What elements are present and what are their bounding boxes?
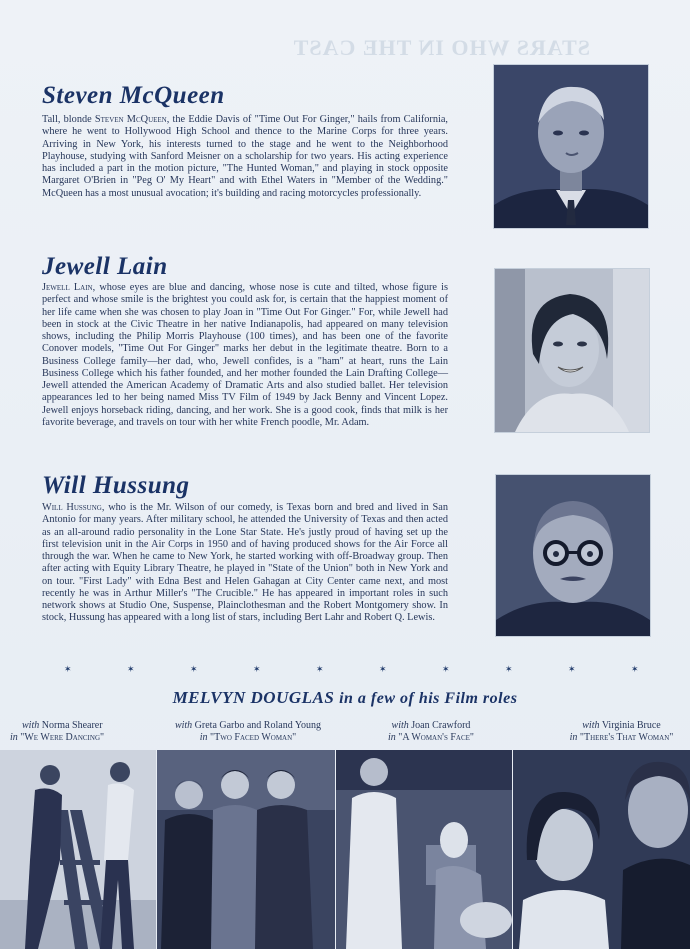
photo-jewell-lain (494, 268, 650, 433)
star-divider (0, 665, 690, 681)
star-icon: ✶ (253, 665, 261, 675)
star-icon: ✶ (64, 665, 72, 675)
caption-two-faced-woman: with Greta Garbo and Roland Young in "Two Faced Woman" (174, 720, 322, 743)
bio-text-mcqueen: Tall, blonde Steven McQueen, the Eddie Davis of "Time Out For Ginger," hails from California, where he went to Hollywood High School and thence to the Marine Corps for three years. Arriving in New York, his interests turned to the stage and he went to the Neighborhood Playhouse, studying with Sanford Meisner on a scholarship for two years. His acting experience has included a part in the motion picture, "The Hunted Woman," and playing in stock opposite Margaret O'Brien in "Peg O' My Heart" and with Ethel Waters in "Member of the Wedding." McQueen has a most unusual avocation; it's building and racing motorcycles professionally. (42, 114, 448, 199)
star-icon: ✶ (190, 665, 198, 675)
caption-theres-that-woman: with Virginia Bruce in "There's That Woman" (569, 720, 674, 743)
photo-will-hussung (495, 474, 651, 637)
bio-name-mcqueen: Steven McQueen (42, 82, 225, 109)
star-icon: ✶ (631, 665, 639, 675)
star-icon: ✶ (442, 665, 450, 675)
star-icon: ✶ (379, 665, 387, 675)
bleed-through-text: STARS WHO IN THE CAST (292, 35, 590, 60)
still-we-were-dancing (0, 750, 156, 949)
star-icon: ✶ (505, 665, 513, 675)
photo-steven-mcqueen (493, 64, 649, 229)
bio-name-lain: Jewell Lain (42, 253, 168, 280)
star-icon: ✶ (568, 665, 576, 675)
star-icon: ✶ (127, 665, 135, 675)
caption-we-were-dancing: with Norma Shearer in "We Were Dancing" (10, 720, 105, 743)
still-a-womans-face (336, 750, 512, 949)
bio-text-lain: Jewell Lain, whose eyes are blue and dancing, whose nose is cute and tilted, whose figure is perfect and whose smile is the brightest you could ask for, is certain that the happiest moment of her life came when she was chosen to play Joan in "Time Out For Ginger." For, while Jewell had been in stock at the Civic Theatre in her native Indianapolis, had appeared on many television shows, including the Philip Morris Playhouse (100 times), and has been one of the favorite Conover models, "Time Out For Ginger" marks her debut in the legitimate theatre. Born to a Business College family—her dad, who, Jewell confides, is a "ham" at heart, runs the Lain Business College which his father founded, and her mother founded the Lain Drafting College—Jewell attended the American Academy of Dramatic Arts and also studied ballet. Her television appearances led to her being named Miss TV Film of 1949 by Jack Benny and Vincent Lopez. Jewell enjoys horseback riding, dancing, and her work. She is a good cook, finds that milk is her favorite beverage, and travels on tour with her white French poodle, Mr. Adam. (42, 282, 448, 428)
bio-name-hussung: Will Hussung (42, 472, 190, 499)
still-theres-that-woman (513, 750, 690, 949)
caption-a-womans-face: with Joan Crawford in "A Woman's Face" (387, 720, 475, 743)
bio-text-hussung: Will Hussung, who is the Mr. Wilson of our comedy, is Texas born and bred and lived in San Antonio for many years. After military school, he attended the University of Texas and then acted as an all-around radio personality in the Lone Star State. He's justly proud of having set up the first television unit in the Air Corps in 1950 and of having produced shows for the Air Force all through the war. When he came to New York, he started working with off-Broadway group. Then after acting with Equity Library Theatre, he played in "State of the Union" both in New York and on tour. "First Lady" with Edna Best and Helen Gahagan at City Center came next, and most recently he was in Arthur Miller's "The Crucible." He has appeared in important roles in such network shows at Studio One, Suspense, Plainclothesman and the Robert Montgomery show. In stock, Hussung has appeared with a long list of stars, including Bert Lahr and Robert Q. Lewis. (42, 502, 448, 624)
star-icon: ✶ (316, 665, 324, 675)
still-two-faced-woman (157, 750, 335, 949)
film-section-title: MELVYN DOUGLAS in a few of his Film roles (172, 688, 518, 707)
